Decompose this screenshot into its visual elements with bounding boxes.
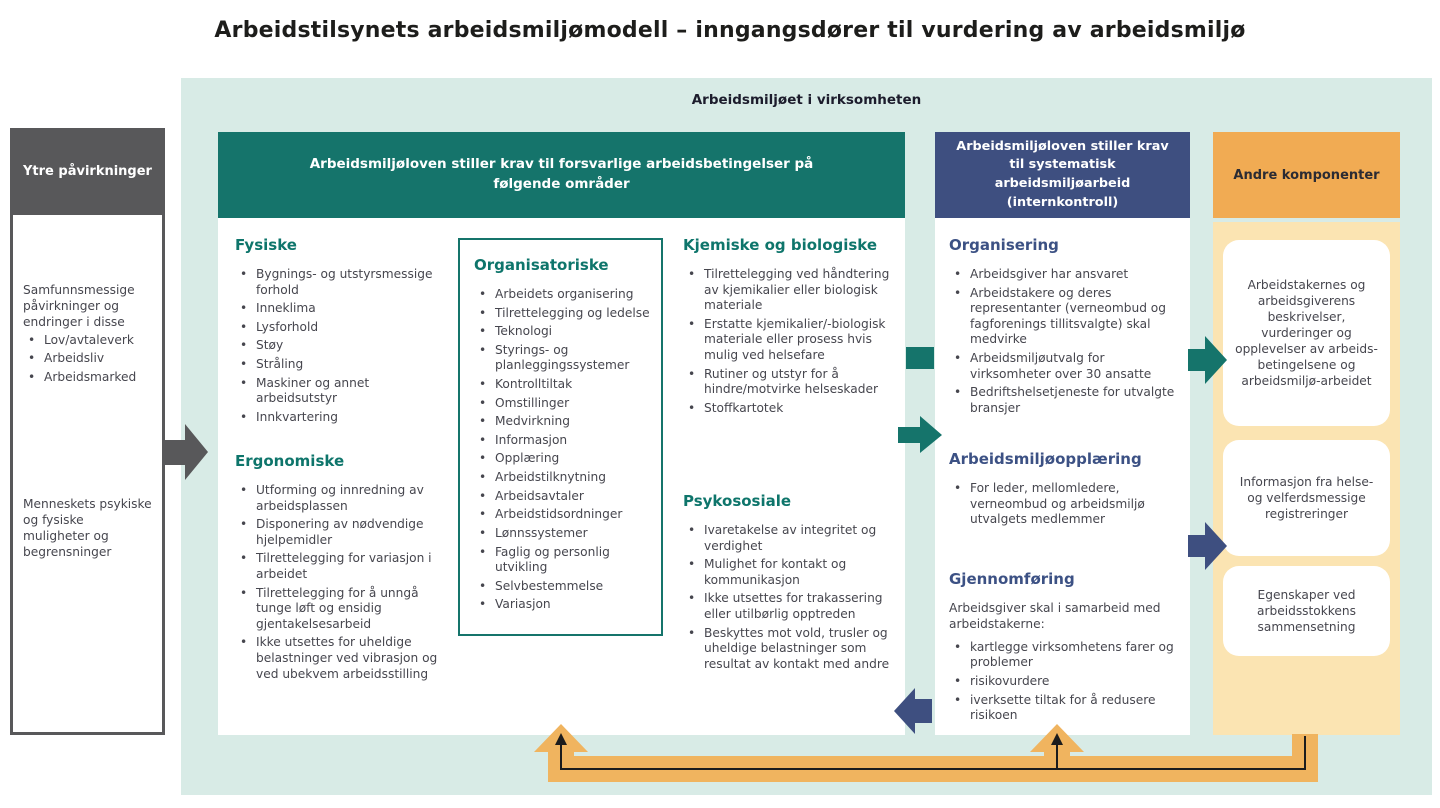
- section-organisatoriske-list: [474, 287, 653, 613]
- list-item: • Lov/avtaleverk: [23, 333, 156, 349]
- external-influences-list: [23, 333, 156, 386]
- list-item: • For leder, mellomledere, verneombud og arbeidsmiljø utvalgets medlemmer: [949, 481, 1183, 528]
- list-item: • Faglig og personlig utvikling: [474, 545, 653, 576]
- section-ergonomiske-list: [235, 483, 453, 682]
- component-card-workforce: Egenskaper ved arbeidsstokkens sammensetning: [1223, 566, 1390, 656]
- list-item: • Rutiner og utstyr for å hindre/motvirke helseskader: [683, 367, 899, 398]
- list-item: • Arbeidets organisering: [474, 287, 653, 303]
- list-item: • Bedriftshelsetjeneste for utvalgte bransjer: [949, 385, 1183, 416]
- list-item: • Arbeidsmiljøutvalg for virksomheter over 30 ansatte: [949, 351, 1183, 382]
- section-kjemiske-list: [683, 267, 899, 416]
- component-card-descriptions: Arbeidstakernes og arbeidsgiverens beskrivelser, vurderinger og opplevelser av arbeids-betingelsene og arbeidsmiljø-arbeidet: [1223, 240, 1390, 426]
- other-components-header: Andre komponenter: [1213, 132, 1400, 218]
- list-item: • Variasjon: [474, 597, 653, 613]
- list-item: • Arbeidsavtaler: [474, 489, 653, 505]
- legal-requirements-box: [218, 132, 905, 735]
- section-psykososiale-heading: Psykososiale: [683, 492, 792, 510]
- list-item: • Mulighet for kontakt og kommunikasjon: [683, 557, 899, 588]
- list-item: • Arbeidstidsordninger: [474, 507, 653, 523]
- list-item: • Arbeidsgiver har ansvaret: [949, 267, 1183, 283]
- list-item: • Tilrettelegging ved håndtering av kjemikalier eller biologisk materiale: [683, 267, 899, 314]
- list-item: • Maskiner og annet arbeidsutstyr: [235, 376, 453, 407]
- section-kjemiske: [683, 236, 899, 419]
- list-item: • Stoffkartotek: [683, 401, 899, 417]
- other-components-body: [1213, 222, 1400, 735]
- section-arbeidsmiljoopplaering-heading: Arbeidsmiljøopplæring: [949, 450, 1142, 468]
- section-gjennomforing-heading: Gjennomføring: [949, 570, 1075, 588]
- section-gjennomforing: [949, 570, 1183, 727]
- component-card-registrations: Informasjon fra helse- og velferdsmessige registreringer: [1223, 440, 1390, 556]
- list-item: • Informasjon: [474, 433, 653, 449]
- list-item: • Tilrettelegging for variasjon i arbeidet: [235, 551, 453, 582]
- section-gjennomforing-intro: Arbeidsgiver skal i samarbeid med arbeidstakerne:: [949, 601, 1161, 631]
- list-item: • Arbeidstilknytning: [474, 470, 653, 486]
- list-item: • Disponering av nødvendige hjelpemidler: [235, 517, 453, 548]
- section-gjennomforing-list: [949, 640, 1183, 724]
- list-item: • Selvbestemmelse: [474, 579, 653, 595]
- list-item: • Tilrettelegging og ledelse: [474, 306, 653, 322]
- external-influences-society: [23, 283, 156, 388]
- list-item: • Arbeidsmarked: [23, 370, 156, 386]
- list-item: • iverksette tiltak for å redusere risikoen: [949, 693, 1183, 724]
- list-item: • kartlegge virksomhetens farer og problemer: [949, 640, 1183, 671]
- list-item: • Kontrolltiltak: [474, 377, 653, 393]
- systematic-work-box: [935, 132, 1190, 735]
- section-fysiske-list: [235, 267, 453, 425]
- list-item: • Styrings- og planleggingssystemer: [474, 343, 653, 374]
- list-item: • Ikke utsettes for uheldige belastninger ved vibrasjon og ved ubekvem arbeidsstilling: [235, 635, 453, 682]
- list-item: • Teknologi: [474, 324, 653, 340]
- company-environment-label: Arbeidsmiljøet i virksomheten: [691, 92, 922, 108]
- list-item: • Stråling: [235, 357, 453, 373]
- section-fysiske-heading: Fysiske: [235, 236, 297, 254]
- section-organisatoriske-heading: Organisatoriske: [474, 256, 609, 274]
- section-arbeidsmiljoopplaering-list: [949, 481, 1183, 528]
- list-item: • Lysforhold: [235, 320, 453, 336]
- list-item: • risikovurdere: [949, 674, 1183, 690]
- list-item: • Arbeidstakere og deres representanter (verneombud og fagforenings tillitsvalgte) skal medvirke: [949, 286, 1183, 348]
- list-item: • Omstillinger: [474, 396, 653, 412]
- section-kjemiske-heading: Kjemiske og biologiske: [683, 236, 878, 254]
- list-item: • Medvirkning: [474, 414, 653, 430]
- external-influences-box: [10, 128, 165, 735]
- section-ergonomiske-heading: Ergonomiske: [235, 452, 345, 470]
- external-influences-intro: Samfunnsmessige påvirkninger og endringer i disse: [23, 283, 135, 329]
- list-item: • Bygnings- og utstyrsmessige forhold: [235, 267, 453, 298]
- list-item: • Tilrettelegging for å unngå tunge løft og ensidig gjentakelsesarbeid: [235, 586, 453, 633]
- section-organisering-heading: Organisering: [949, 236, 1059, 254]
- list-item: • Erstatte kjemikalier/-biologisk materiale eller prosess hvis mulig ved helsefare: [683, 317, 899, 364]
- section-fysiske: [235, 236, 453, 428]
- section-psykososiale-list: [683, 523, 899, 672]
- legal-requirements-header: Arbeidsmiljøloven stiller krav til forsvarlige arbeidsbetingelser på følgende områder: [218, 132, 905, 218]
- section-ergonomiske: [235, 452, 453, 685]
- list-item: • Innkvartering: [235, 410, 453, 426]
- list-item: • Lønnssystemer: [474, 526, 653, 542]
- list-item: • Ikke utsettes for trakassering eller utilbørlig opptreden: [683, 591, 899, 622]
- list-item: • Ivaretakelse av integritet og verdighet: [683, 523, 899, 554]
- list-item: • Opplæring: [474, 451, 653, 467]
- section-psykososiale: [683, 492, 899, 675]
- list-item: • Utforming og innredning av arbeidsplassen: [235, 483, 453, 514]
- systematic-work-header: Arbeidsmiljøloven stiller krav til systematisk arbeidsmiljøarbeid (internkontroll): [935, 132, 1190, 218]
- section-organisatoriske-box: [458, 238, 663, 636]
- list-item: • Arbeidsliv: [23, 351, 156, 367]
- section-arbeidsmiljoopplaering: [949, 450, 1183, 531]
- list-item: • Støy: [235, 338, 453, 354]
- section-organisering-list: [949, 267, 1183, 416]
- list-item: • Inneklima: [235, 301, 453, 317]
- page-title: Arbeidstilsynets arbeidsmiljømodell – inngangsdører til vurdering av arbeidsmiljø: [214, 18, 1246, 43]
- external-influences-human: Menneskets psykiske og fysiske muligheter og begrensninger: [23, 497, 152, 559]
- section-organisering: [949, 236, 1183, 419]
- list-item: • Beskyttes mot vold, trusler og uheldige belastninger som resultat av kontakt med andre: [683, 626, 899, 673]
- external-influences-header: Ytre påvirkninger: [10, 128, 165, 215]
